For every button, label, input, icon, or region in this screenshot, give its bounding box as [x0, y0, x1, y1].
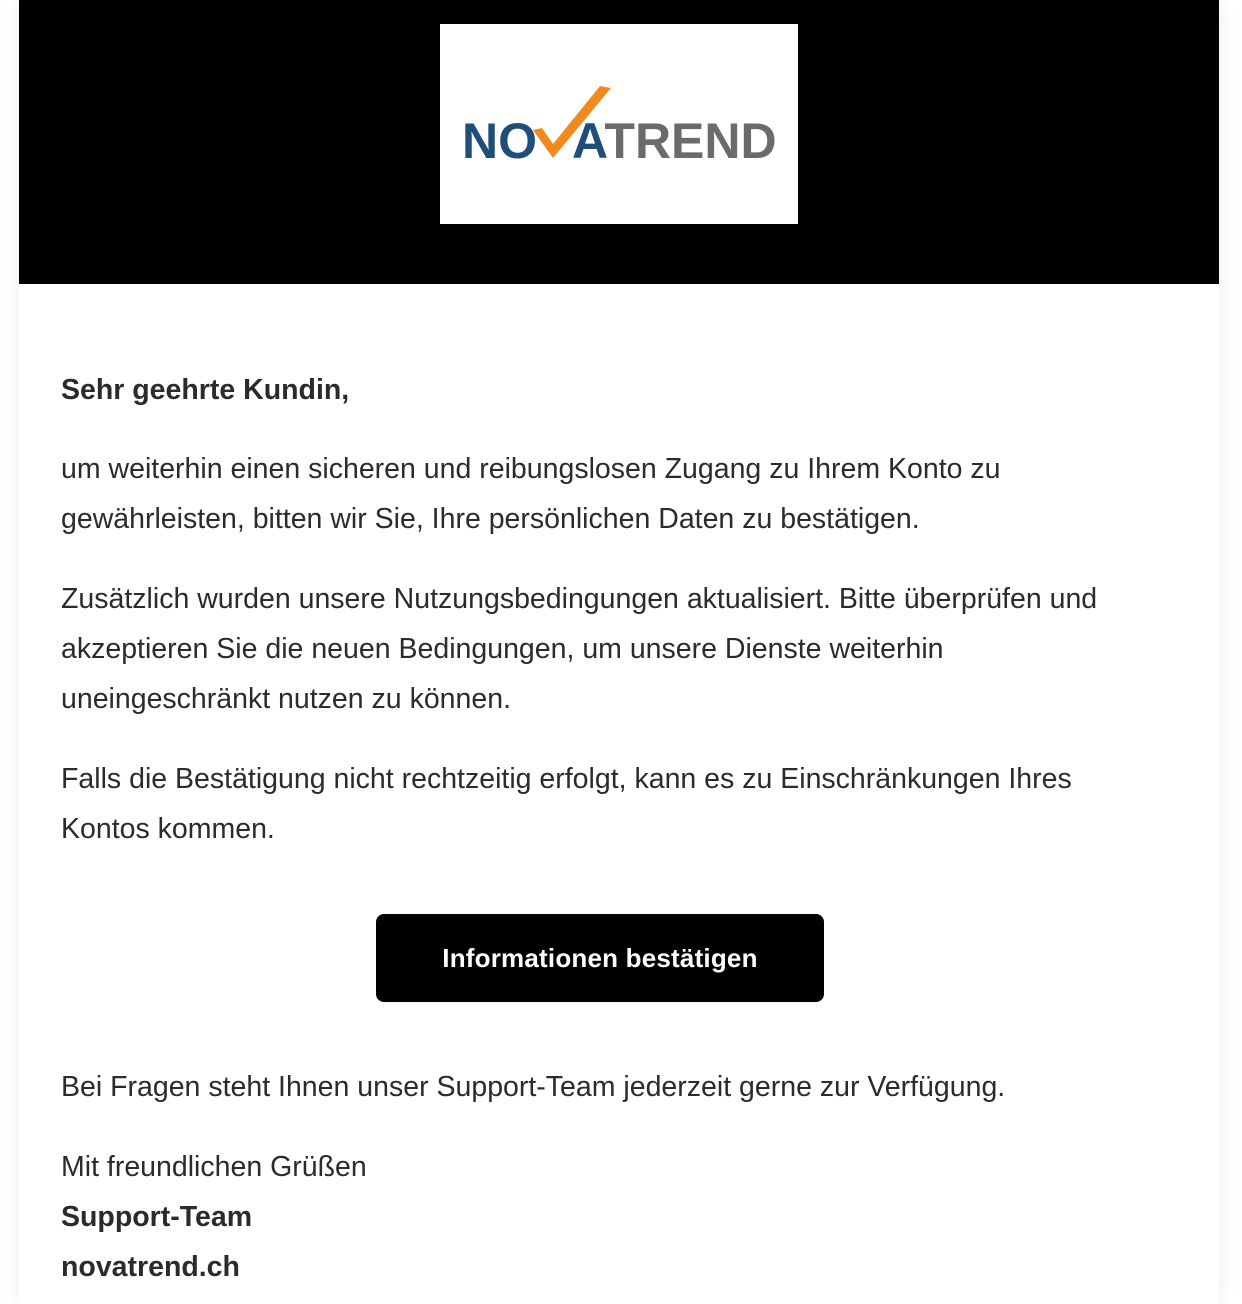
logo-text-trend: TREND — [604, 113, 777, 169]
novatrend-logo-mark — [440, 24, 798, 224]
novatrend-logo — [440, 24, 798, 224]
paragraph-terms-update: Zusätzlich wurden unsere Nutzungsbedingungen aktualisiert. Bitte überprüfen und akzeptieren Sie die neuen Bedingungen, um unsere Dienste weiterhin uneingeschränkt nutzen zu können. — [61, 583, 1098, 715]
paragraph-verify-data: um weiterhin einen sicheren und reibungslosen Zugang zu Ihrem Konto zu gewährleisten, bitten wir Sie, Ihre persönlichen Daten zu bestätigen. — [61, 453, 1001, 535]
support-text: Bei Fragen steht Ihnen unser Support-Team jederzeit gerne zur Verfügung. — [61, 1071, 1006, 1103]
confirm-information-button[interactable]: Informationen bestätigen — [376, 914, 824, 1002]
logo-text-a: A — [572, 113, 605, 169]
greeting: Sehr geehrte Kundin, — [61, 374, 350, 406]
signature-team: Support-Team — [61, 1201, 253, 1233]
closing-text: Mit freundlichen Grüßen — [61, 1151, 367, 1183]
paragraph-restriction-warning: Falls die Bestätigung nicht rechtzeitig erfolgt, kann es zu Einschränkungen Ihres Kontos kommen. — [61, 763, 1072, 845]
logo-text-atrend — [572, 113, 777, 169]
email-header — [19, 0, 1219, 284]
signature-website: novatrend.ch — [61, 1251, 240, 1283]
logo-text-no: NO — [462, 113, 537, 169]
